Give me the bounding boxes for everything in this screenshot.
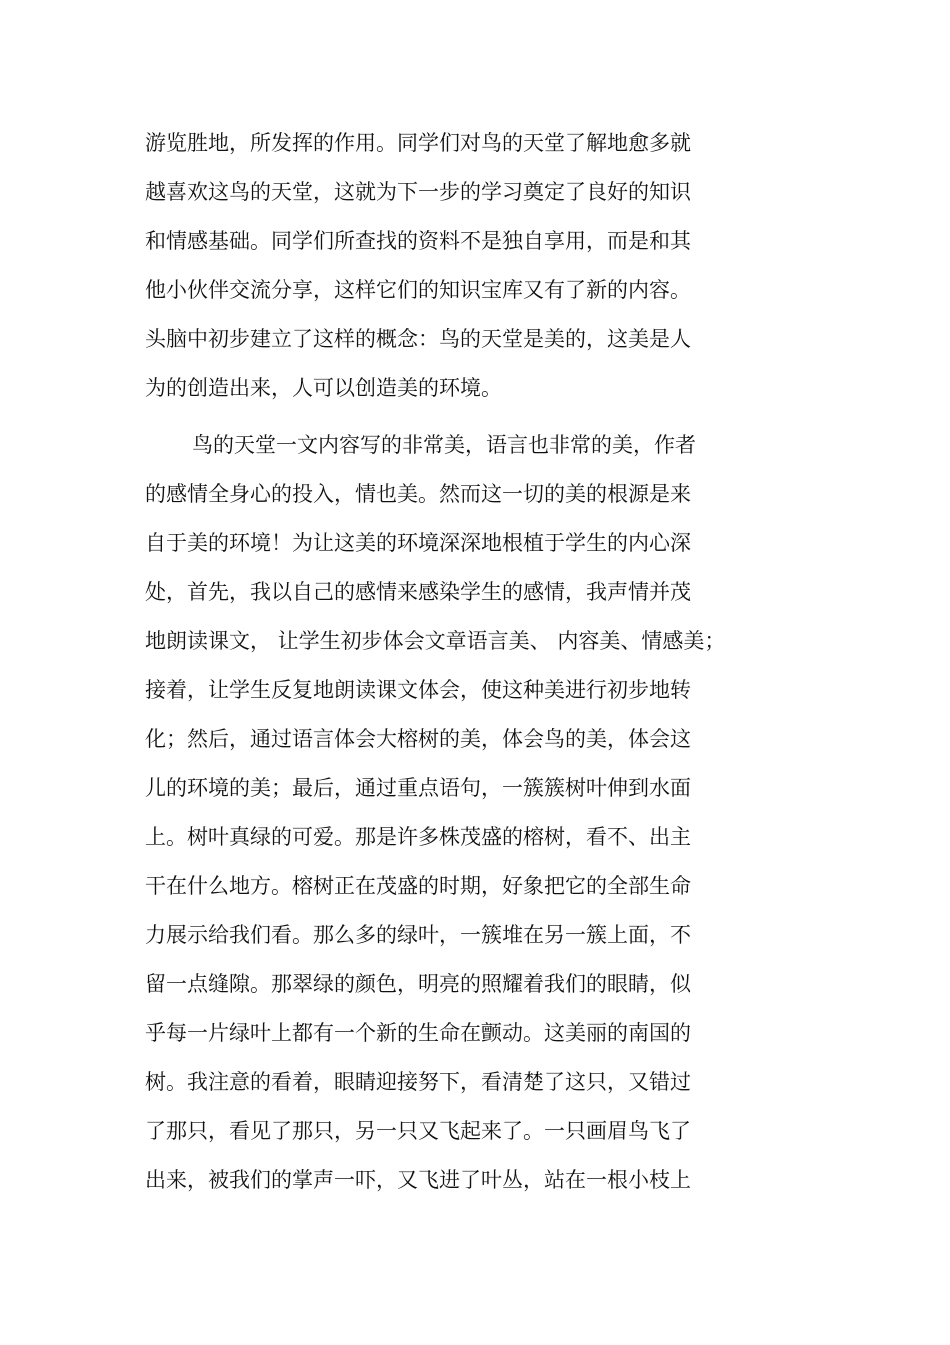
text-line: 头脑中初步建立了这样的概念：鸟的天堂是美的，这美是人 bbox=[145, 327, 691, 351]
text-line: 出来，被我们的掌声一吓，又飞进了叶丛，站在一根小枝上 bbox=[145, 1168, 691, 1192]
text-line: 树。我注意的看着，眼睛迎接努下，看清楚了这只，又错过 bbox=[145, 1070, 691, 1094]
text-line: 儿的环境的美；最后，通过重点语句，一簇簇树叶伸到水面 bbox=[145, 776, 691, 800]
text-line: 化；然后，通过语言体会大榕树的美，体会鸟的美，体会这 bbox=[145, 727, 691, 751]
text-line: 他小伙伴交流分享，这样它们的知识宝库又有了新的内容。 bbox=[145, 278, 691, 302]
text-line: 自于美的环境！为让这美的环境深深地根植于学生的内心深 bbox=[145, 531, 691, 555]
text-line: 为的创造出来，人可以创造美的环境。 bbox=[145, 376, 502, 400]
text-line: 接着，让学生反复地朗读课文体会，使这种美进行初步地转 bbox=[145, 678, 691, 702]
body-text bbox=[145, 125, 845, 1211]
paragraph-first-line: 鸟的天堂一文内容写的非常美，语言也非常的美，作者 bbox=[192, 433, 696, 457]
text-line: 力展示给我们看。那么多的绿叶，一簇堆在另一簇上面，不 bbox=[145, 923, 691, 947]
text-line: 游览胜地，所发挥的作用。同学们对鸟的天堂了解地愈多就 bbox=[145, 131, 691, 155]
text-line: 干在什么地方。榕树正在茂盛的时期，好象把它的全部生命 bbox=[145, 874, 691, 898]
text-line: 了那只，看见了那只，另一只又飞起来了。一只画眉鸟飞了 bbox=[145, 1119, 691, 1143]
text-line: 地朗读课文， 让学生初步体会文章语言美、 内容美、情感美； bbox=[145, 629, 726, 653]
text-line: 的感情全身心的投入，情也美。然而这一切的美的根源是来 bbox=[145, 482, 691, 506]
text-line: 处，首先，我以自己的感情来感染学生的感情，我声情并茂 bbox=[145, 580, 691, 604]
text-line: 乎每一片绿叶上都有一个新的生命在颤动。这美丽的南国的 bbox=[145, 1021, 691, 1045]
text-line: 上。树叶真绿的可爱。那是许多株茂盛的榕树，看不、出主 bbox=[145, 825, 691, 849]
text-line: 和情感基础。同学们所查找的资料不是独自享用，而是和其 bbox=[145, 229, 691, 253]
text-line: 越喜欢这鸟的天堂，这就为下一步的学习奠定了良好的知识 bbox=[145, 180, 691, 204]
text-line: 留一点缝隙。那翠绿的颜色，明亮的照耀着我们的眼睛，似 bbox=[145, 972, 691, 996]
